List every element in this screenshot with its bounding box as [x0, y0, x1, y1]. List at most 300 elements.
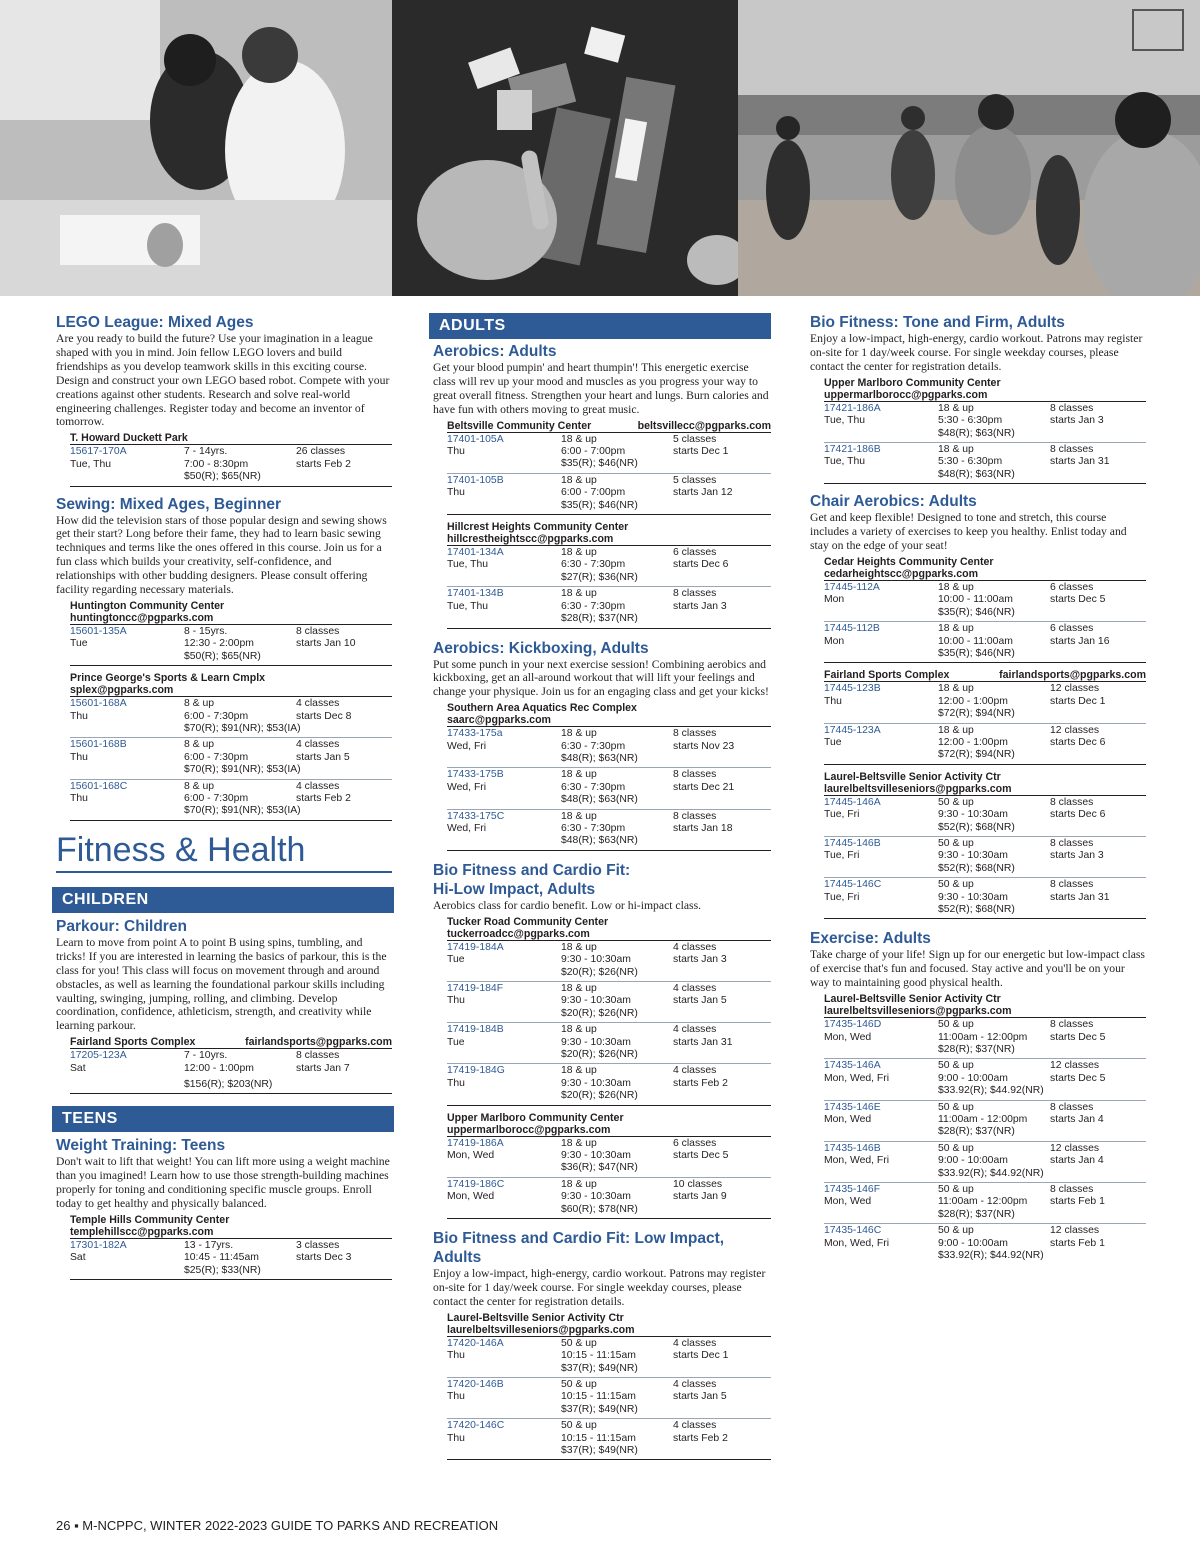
class-count: 6 classes	[1050, 581, 1094, 593]
table-row	[70, 737, 392, 778]
location-name: Fairland Sports Complex	[824, 669, 950, 682]
time: 6:30 - 7:30pm	[561, 559, 626, 571]
location-email[interactable]: templehillscc@pgparks.com	[70, 1226, 214, 1239]
class-count: 8 classes	[673, 810, 717, 822]
location-name: T. Howard Duckett Park	[70, 432, 188, 445]
table-row	[824, 1182, 1146, 1223]
class-table	[70, 624, 392, 666]
time: 5:30 - 6:30pm	[938, 415, 1003, 427]
location-email[interactable]: fairlandsports@pgparks.com	[245, 1036, 392, 1049]
fee: $33.92(R); $44.92(NR)	[938, 1085, 1044, 1097]
location-email[interactable]: laurelbeltsvilleseniors@pgparks.com	[824, 1005, 1012, 1018]
fee: $28(R); $37(NR)	[938, 1126, 1015, 1138]
course-code: 17420-146A	[447, 1337, 504, 1349]
location-email[interactable]: hillcrestheightscc@pgparks.com	[447, 533, 614, 546]
sewing-photo	[0, 0, 392, 296]
course-code: 17445-146C	[824, 879, 882, 891]
location-header	[824, 993, 1146, 1017]
table-row	[824, 1100, 1146, 1141]
class-count: 4 classes	[296, 739, 340, 751]
course-code: 17433-175a	[447, 728, 503, 740]
days: Wed, Fri	[447, 740, 487, 752]
fee: $25(R); $33(NR)	[184, 1264, 261, 1276]
table-row	[447, 1177, 771, 1218]
location-header	[70, 1214, 392, 1238]
age-range: 18 & up	[938, 581, 974, 593]
class-count: 12 classes	[1050, 683, 1100, 695]
class-count: 8 classes	[1050, 443, 1094, 455]
days: Thu	[447, 1077, 465, 1089]
class-count: 4 classes	[673, 941, 717, 953]
location-name: Upper Marlboro Community Center	[447, 1111, 624, 1124]
class-count: 10 classes	[673, 1178, 723, 1190]
start-date: starts Nov 23	[673, 740, 735, 752]
days: Tue	[70, 638, 88, 650]
class-count: 8 classes	[1050, 796, 1094, 808]
time: 9:00 - 10:00am	[938, 1072, 1008, 1084]
course-code: 17421-186B	[824, 443, 881, 455]
table-row	[824, 836, 1146, 877]
location-email[interactable]: fairlandsports@pgparks.com	[999, 669, 1146, 682]
table-row	[447, 1022, 771, 1063]
age-range: 18 & up	[938, 724, 974, 736]
location-email[interactable]: huntingtoncc@pgparks.com	[70, 612, 214, 624]
age-range: 50 & up	[938, 879, 974, 891]
class-table	[70, 1048, 392, 1094]
section-description: Put some punch in your next exercise session! Combining aerobics and kickboxing, get an all-around workout that will lift your feelings and change your physique. Join us for an engaging class and get your kicks!	[433, 657, 769, 699]
course-code: 17419-184B	[447, 1024, 504, 1036]
start-date: starts Dec 5	[1050, 1031, 1106, 1043]
age-range: 18 & up	[561, 983, 597, 994]
time: 6:00 - 7:00pm	[561, 487, 626, 499]
fee: $37(R); $49(NR)	[561, 1445, 638, 1457]
time: 9:30 - 10:30am	[561, 1036, 631, 1048]
table-row	[824, 723, 1146, 764]
days: Tue, Thu	[824, 415, 866, 427]
fee: $20(R); $26(NR)	[561, 966, 638, 978]
fee: $33.92(R); $44.92(NR)	[938, 1250, 1044, 1262]
days: Mon, Wed	[824, 1113, 872, 1125]
class-table	[447, 726, 771, 851]
time: 10:15 - 11:15am	[561, 1432, 636, 1444]
course-code: 17420-146B	[447, 1379, 504, 1391]
age-range: 18 & up	[561, 1178, 597, 1190]
age-range: 18 & up	[938, 402, 974, 414]
course-code: 17435-146D	[824, 1019, 882, 1031]
days: Mon, Wed	[824, 1031, 872, 1043]
age-range: 50 & up	[938, 1019, 974, 1031]
start-date: starts Jan 5	[673, 1391, 727, 1403]
time: 6:30 - 7:30pm	[561, 781, 626, 793]
age-range: 50 & up	[938, 1142, 974, 1154]
location-header	[824, 669, 1146, 681]
start-date: starts Jan 7	[296, 1062, 350, 1074]
start-date: starts Feb 1	[1050, 1237, 1105, 1249]
days: Tue	[447, 1036, 465, 1048]
start-date: starts Dec 1	[673, 446, 729, 458]
age-range: 50 & up	[938, 796, 974, 808]
table-row	[447, 1063, 771, 1104]
days: Tue, Thu	[70, 458, 112, 470]
table-row	[447, 1418, 771, 1459]
fee: $35(R); $46(NR)	[561, 499, 638, 511]
time: 9:30 - 10:30am	[938, 809, 1008, 821]
table-row	[824, 402, 1146, 442]
start-date: starts Dec 3	[296, 1252, 352, 1264]
class-count: 12 classes	[1050, 724, 1100, 736]
class-table	[824, 795, 1146, 920]
section-title: Aerobics: Adults	[433, 343, 557, 360]
course-code: 17433-175C	[447, 810, 505, 822]
class-table	[447, 545, 771, 628]
table-row	[824, 1141, 1146, 1182]
exercise-section	[810, 929, 1146, 1264]
start-date: starts Jan 5	[673, 995, 727, 1007]
class-count: 4 classes	[673, 1379, 717, 1391]
course-code: 17435-146B	[824, 1142, 881, 1154]
time: 6:30 - 7:30pm	[561, 740, 626, 752]
fee: $52(R); $68(NR)	[938, 904, 1015, 915]
time: 6:00 - 7:30pm	[184, 793, 249, 805]
section-title: Bio Fitness and Cardio Fit: Low Impact, Adults	[433, 1230, 725, 1267]
location-email[interactable]: cedarheightscc@pgparks.com	[824, 567, 978, 580]
class-count: 6 classes	[1050, 623, 1094, 635]
age-range: 18 & up	[561, 547, 597, 559]
days: Sat	[70, 1252, 86, 1264]
table-row	[70, 1239, 392, 1279]
course-code: 17420-146C	[447, 1420, 505, 1432]
class-table	[447, 1336, 771, 1461]
start-date: starts Dec 5	[673, 1150, 729, 1162]
class-table	[70, 696, 392, 821]
class-table	[824, 401, 1146, 484]
location-email[interactable]: saarc@pgparks.com	[447, 714, 551, 727]
table-row	[70, 445, 392, 485]
time: 9:00 - 10:00am	[938, 1155, 1008, 1167]
time: 11:00am - 12:00pm	[938, 1113, 1028, 1125]
section-title: Chair Aerobics: Adults	[810, 493, 977, 511]
time: 6:00 - 7:30pm	[184, 710, 249, 722]
days: Tue	[824, 736, 842, 748]
class-count: 12 classes	[1050, 1142, 1100, 1154]
section-description: Enjoy a low-impact, high-energy, cardio workout. Patrons may register on-site for 1 day/week course. For single weekday courses, please contact the center for registration details.	[433, 1267, 766, 1308]
location-name: Huntington Community Center	[70, 600, 225, 612]
age-range: 8 & up	[184, 780, 215, 792]
course-code: 17445-112A	[824, 581, 880, 593]
days: Tue, Fri	[824, 850, 860, 862]
age-range: 50 & up	[938, 837, 974, 849]
age-range: 50 & up	[938, 1101, 974, 1113]
class-count: 5 classes	[673, 474, 717, 486]
age-range: 18 & up	[561, 1024, 597, 1036]
days: Tue, Fri	[824, 809, 860, 821]
time: 10:45 - 11:45am	[184, 1252, 259, 1264]
section-description: Take charge of your life! Sign up for our energetic but low-impact class of exercise that's fun and focused. Stay active and you'll be on your way to maintaining good physical health.	[810, 948, 1145, 990]
fee: $70(R); $91(NR); $53(IA)	[184, 805, 301, 817]
section-description: Aerobics class for cardio benefit. Low or hi-impact class.	[433, 898, 702, 912]
fee: $37(R); $49(NR)	[561, 1362, 638, 1374]
days: Tue, Fri	[824, 891, 860, 903]
start-date: starts Jan 3	[1050, 850, 1104, 862]
fee: $28(R); $37(NR)	[938, 1043, 1015, 1055]
table-row	[824, 1058, 1146, 1099]
time: 12:30 - 2:00pm	[184, 638, 254, 650]
start-date: starts Jan 3	[1050, 415, 1104, 427]
class-table	[824, 681, 1146, 764]
age-range: 50 & up	[561, 1420, 597, 1432]
bio-hi-low-section	[433, 861, 771, 1219]
table-row	[70, 779, 392, 820]
class-count: 4 classes	[296, 698, 340, 710]
age-range: 7 - 10yrs.	[184, 1050, 228, 1062]
start-date: starts Jan 3	[673, 954, 727, 966]
days: Thu	[447, 1391, 465, 1403]
start-date: starts Dec 6	[1050, 809, 1106, 821]
course-code: 17401-134A	[447, 547, 504, 559]
class-count: 8 classes	[1050, 1101, 1094, 1113]
bio-low-impact-section	[433, 1229, 771, 1460]
start-date: starts Jan 3	[673, 600, 727, 612]
fee: $27(R); $36(NR)	[561, 571, 638, 583]
class-count: 4 classes	[296, 780, 340, 792]
class-count: 8 classes	[673, 728, 717, 740]
days: Thu	[447, 446, 465, 458]
start-date: starts Jan 18	[673, 823, 733, 835]
table-row	[447, 1377, 771, 1418]
class-count: 8 classes	[1050, 1184, 1094, 1195]
age-range: 13 - 17yrs.	[184, 1240, 234, 1252]
fee: $20(R); $26(NR)	[561, 1090, 638, 1102]
class-table	[447, 1136, 771, 1219]
time: 9:30 - 10:30am	[938, 891, 1008, 903]
table-row	[447, 546, 771, 586]
days: Tue, Thu	[447, 600, 489, 612]
time: 6:30 - 7:30pm	[561, 600, 626, 612]
course-code: 15601-168A	[70, 698, 127, 710]
start-date: starts Jan 16	[1050, 635, 1110, 647]
age-range: 50 & up	[561, 1379, 597, 1391]
age-range: 18 & up	[561, 769, 597, 781]
fee: $36(R); $47(NR)	[561, 1162, 638, 1174]
class-count: 8 classes	[1050, 1019, 1094, 1031]
start-date: starts Dec 1	[1050, 695, 1106, 707]
class-count: 8 classes	[1050, 879, 1094, 891]
course-code: 17445-112B	[824, 623, 880, 635]
days: Thu	[70, 793, 88, 805]
page-footer: 26 ▪ M-NCPPC, WINTER 2022-2023 GUIDE TO PARKS AND RECREATION	[56, 1518, 499, 1533]
location-name: Laurel-Beltsville Senior Activity Ctr	[824, 993, 1001, 1006]
table-row	[824, 442, 1146, 483]
table-row	[447, 586, 771, 627]
location-name: Southern Area Aquatics Rec Complex	[447, 702, 637, 715]
course-code: 17419-186A	[447, 1137, 504, 1149]
category-title: Fitness & Health	[56, 831, 392, 873]
location-name: Upper Marlboro Community Center	[824, 376, 1001, 389]
section-title: Exercise: Adults	[810, 930, 931, 948]
age-range: 18 & up	[561, 1065, 597, 1077]
time: 12:00 - 1:00pm	[184, 1062, 254, 1074]
parkour-section	[56, 917, 392, 1095]
location-name: Prince George's Sports & Learn Cmplx	[70, 672, 266, 685]
course-code: 17401-105A	[447, 433, 504, 445]
class-count: 6 classes	[673, 1137, 717, 1149]
days: Mon, Wed, Fri	[824, 1072, 890, 1084]
time: 10:00 - 11:00am	[938, 635, 1013, 647]
course-code: 17433-175B	[447, 769, 504, 781]
start-date: starts Dec 8	[296, 710, 352, 722]
age-band-children: CHILDREN	[52, 887, 394, 913]
start-date: starts Feb 2	[296, 793, 351, 805]
location-email[interactable]: uppermarlborocc@pgparks.com	[447, 1123, 611, 1136]
table-row	[824, 796, 1146, 836]
table-row	[447, 473, 771, 514]
age-range: 18 & up	[938, 443, 974, 455]
start-date: starts Jan 4	[1050, 1113, 1104, 1125]
class-count: 4 classes	[673, 1337, 717, 1349]
course-code: 17445-123A	[824, 724, 881, 736]
fee: $35(R); $46(NR)	[938, 647, 1015, 659]
course-code: 17419-184G	[447, 1065, 505, 1077]
time: 9:30 - 10:30am	[561, 1077, 631, 1089]
location-email[interactable]: laurelbeltsvilleseniors@pgparks.com	[824, 782, 1012, 795]
age-range: 18 & up	[561, 728, 597, 740]
location-header	[447, 420, 771, 432]
age-range: 7 - 14yrs.	[184, 446, 228, 458]
location-name: Hillcrest Heights Community Center	[447, 521, 629, 534]
location-header	[447, 1112, 771, 1136]
table-row	[824, 1018, 1146, 1058]
start-date: starts Jan 10	[296, 638, 356, 650]
location-header	[447, 521, 771, 545]
start-date: starts Dec 5	[1050, 594, 1106, 606]
age-range: 50 & up	[938, 1184, 974, 1195]
days: Mon, Wed, Fri	[824, 1155, 890, 1167]
days: Mon, Wed	[447, 1150, 495, 1162]
location-name: Temple Hills Community Center	[70, 1214, 230, 1227]
column-left	[56, 313, 392, 1286]
course-code: 17445-123B	[824, 683, 881, 695]
section-description: Learn to move from point A to point B using spins, tumbling, and tricks! If you are interested in learning the basics of parkour, this is the class for you! This class will focus on movement through and around obstacles, as well as learning the foundational parkour skills including vaulting, swinging, jumping, rolling, and climbing. Develop coordination, confidence, athleticism, strength, and creativity while learning parkour.	[56, 935, 387, 1033]
fee: $20(R); $26(NR)	[561, 1049, 638, 1061]
days: Thu	[70, 710, 88, 722]
class-count: 4 classes	[673, 983, 717, 994]
class-count: 6 classes	[673, 547, 717, 559]
time: 12:00 - 1:00pm	[938, 736, 1008, 748]
days: Tue, Thu	[447, 559, 489, 571]
time: 6:30 - 7:30pm	[561, 823, 626, 835]
course-code: 17419-184A	[447, 941, 504, 953]
location-email[interactable]: laurelbeltsvilleseniors@pgparks.com	[447, 1323, 635, 1336]
fee: $48(R); $63(NR)	[561, 835, 638, 847]
location-header	[824, 556, 1146, 580]
section-title: Weight Training: Teens	[56, 1137, 226, 1155]
class-count: 8 classes	[296, 1050, 340, 1062]
fee: $33.92(R); $44.92(NR)	[938, 1167, 1044, 1179]
age-range: 8 - 15yrs.	[184, 626, 228, 637]
table-row	[824, 682, 1146, 722]
class-table	[447, 940, 771, 1106]
table-row	[447, 433, 771, 473]
section-description: Get and keep flexible! Designed to tone and stretch, this course includes a variety of exercises to keep you healthy. Enlist today and stay on the edge of your seat!	[810, 511, 1127, 552]
course-code: 17421-186A	[824, 402, 881, 414]
time: 10:15 - 11:15am	[561, 1391, 636, 1403]
class-count: 8 classes	[296, 626, 340, 637]
time: 11:00am - 12:00pm	[938, 1196, 1028, 1208]
fee: $52(R); $68(NR)	[938, 821, 1015, 833]
location-email[interactable]: tuckerroadcc@pgparks.com	[447, 927, 590, 940]
age-range: 8 & up	[184, 698, 215, 710]
time: 9:30 - 10:30am	[561, 995, 631, 1007]
fee: $70(R); $91(NR); $53(IA)	[184, 764, 301, 776]
days: Sat	[70, 1062, 86, 1074]
days: Thu	[824, 695, 842, 707]
course-code: 17445-146A	[824, 796, 881, 808]
fee: $28(R); $37(NR)	[561, 613, 638, 625]
course-code: 17401-134B	[447, 588, 504, 600]
location-name: Fairland Sports Complex	[70, 1036, 196, 1049]
age-range: 18 & up	[561, 433, 597, 445]
course-code: 17301-182A	[70, 1240, 127, 1252]
age-range: 8 & up	[184, 739, 215, 751]
location-email[interactable]: beltsvillecc@pgparks.com	[637, 419, 771, 432]
table-row	[447, 941, 771, 981]
class-count: 8 classes	[673, 588, 717, 600]
lego-league-section	[56, 313, 392, 487]
photo-strip	[0, 0, 1200, 296]
fee: $35(R); $46(NR)	[938, 606, 1015, 618]
time: 9:30 - 10:30am	[938, 850, 1008, 862]
days: Mon	[824, 635, 845, 647]
location-header	[824, 771, 1146, 795]
fee: $52(R); $68(NR)	[938, 862, 1015, 874]
class-count: 3 classes	[296, 1240, 340, 1252]
dance-fitness-photo	[738, 0, 1200, 296]
fee: $37(R); $49(NR)	[561, 1403, 638, 1415]
fee: $70(R); $91(NR); $53(IA)	[184, 723, 301, 735]
aerobics-section	[433, 342, 771, 629]
table-row	[70, 1049, 392, 1093]
course-code: 17205-123A	[70, 1050, 127, 1062]
class-table	[70, 1238, 392, 1280]
class-count: 4 classes	[673, 1024, 717, 1036]
class-count: 12 classes	[1050, 1225, 1100, 1237]
sewing-section	[56, 495, 392, 821]
section-description: Are you ready to build the future? Use your imagination in a league shaped with you in mind. Join fellow LEGO lovers and build friendships as you develop teamwork skills in this exciting course. Design and construct your own LEGO based robot. Compete with your creations against other students. Research and solve real-world engineering challenges. Register today and become an inventor of tomorrow.	[56, 332, 390, 429]
days: Tue	[447, 954, 465, 966]
time: 11:00am - 12:00pm	[938, 1031, 1028, 1043]
time: 10:00 - 11:00am	[938, 594, 1013, 606]
location-email[interactable]: splex@pgparks.com	[70, 684, 174, 697]
section-title: Bio Fitness: Tone and Firm, Adults	[810, 314, 1065, 331]
course-code: 15617-170A	[70, 446, 127, 458]
course-code: 17435-146C	[824, 1225, 882, 1237]
location-email[interactable]: uppermarlborocc@pgparks.com	[824, 388, 988, 401]
time: 6:00 - 7:00pm	[561, 446, 626, 458]
course-code: 17445-146B	[824, 837, 881, 849]
time: 9:30 - 10:30am	[561, 1150, 631, 1162]
start-date: starts Dec 6	[673, 559, 729, 571]
class-count: 8 classes	[673, 769, 717, 781]
days: Thu	[70, 751, 88, 763]
class-count: 4 classes	[673, 1420, 717, 1432]
start-date: starts Feb 2	[673, 1077, 728, 1089]
days: Thu	[447, 1350, 465, 1362]
start-date: starts Dec 21	[673, 781, 735, 793]
start-date: starts Feb 2	[296, 458, 351, 470]
days: Wed, Fri	[447, 781, 487, 793]
time: 10:15 - 11:15am	[561, 1350, 636, 1362]
course-code: 17419-186C	[447, 1178, 505, 1190]
